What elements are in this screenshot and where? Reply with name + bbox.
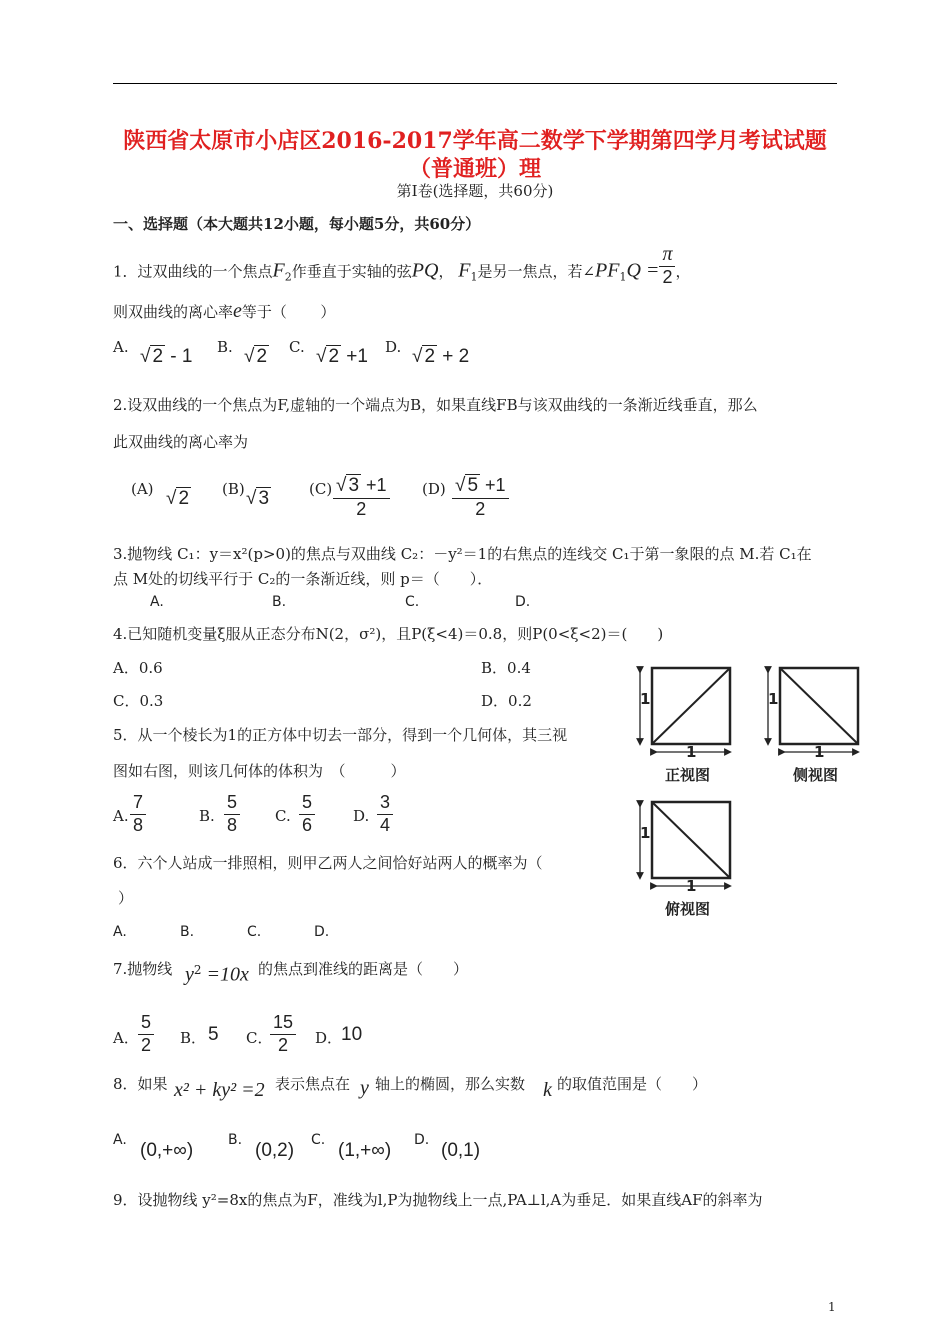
question-8-option-b: B. xyxy=(228,1132,243,1148)
question-2-option-a: (A) xyxy=(131,480,154,498)
side-view-caption: 侧视图 xyxy=(793,766,839,784)
question-1-option-a-value: √ 2 - 1 xyxy=(140,346,193,367)
question-1-option-c-value: √ 2 +1 xyxy=(316,346,368,367)
question-2-option-b: (B) xyxy=(222,480,245,498)
question-8-prefix: 8．如果 xyxy=(113,1075,168,1093)
question-6-option-c: C. xyxy=(247,924,262,940)
question-8-text2: 轴上的椭圆，那么实数 xyxy=(375,1075,526,1093)
question-7-option-b-value: 5 xyxy=(208,1024,219,1045)
question-5-option-b: B. xyxy=(199,807,215,825)
question-2-line1: 2.设双曲线的一个焦点为F,虚轴的一个端点为B，如果直线FB与该双曲线的一条渐近线垂直，那么 xyxy=(113,396,758,414)
question-8-option-c: C. xyxy=(311,1132,326,1148)
three-view-figure xyxy=(628,660,868,922)
question-1-option-b-value: √ 2 xyxy=(244,346,268,367)
question-8-option-d: D. xyxy=(414,1132,430,1148)
question-8-equation: x² + ky² =2 xyxy=(174,1079,265,1101)
question-8-k: k xyxy=(543,1079,552,1101)
question-1-option-a: A. xyxy=(113,338,129,356)
question-2-option-c-value: $\frac{√ 3 +1}{2}$ xyxy=(333,474,390,520)
question-7-option-a-value: $\frac{5}{2}$ xyxy=(138,1012,154,1056)
question-5-line1: 5．从一个棱长为1的正方体中切去一部分，得到一个几何体，其三视 xyxy=(113,726,568,744)
question-8-text1: 表示焦点在 xyxy=(275,1075,351,1093)
question-4-option-b: B．0.4 xyxy=(481,659,531,677)
question-5-option-a: A. xyxy=(113,807,129,825)
front-view-width-label: 1 xyxy=(686,743,697,761)
front-view-caption: 正视图 xyxy=(665,766,711,784)
question-3-option-a: A. xyxy=(150,594,164,610)
question-2-option-b-value: √ 3 xyxy=(246,488,270,509)
question-5-line2: 图如右图，则该几何体的体积为 （ ） xyxy=(113,762,406,780)
side-view-diagram xyxy=(768,668,858,752)
question-4-option-c: C．0.3 xyxy=(113,692,164,710)
question-7-option-d-value: 10 xyxy=(341,1024,363,1045)
question-2-option-c: (C) xyxy=(309,480,333,498)
question-2-option-d: (D) xyxy=(422,480,446,498)
top-view-height-label: 1 xyxy=(640,824,651,842)
question-1-option-c: C. xyxy=(289,338,305,356)
question-2-option-d-value: $\frac{√ 5 +1}{2}$ xyxy=(452,474,509,520)
question-3-option-d: D. xyxy=(515,594,531,610)
question-1-option-d: D. xyxy=(385,338,402,356)
top-view-width-label: 1 xyxy=(686,877,697,895)
question-8-text3: 的取值范围是（ ） xyxy=(557,1075,708,1093)
question-8-option-a-value: (0,+∞) xyxy=(140,1140,194,1161)
question-9-line1: 9．设抛物线 y²=8x的焦点为F，准线为l,P为抛物线上一点,PA⊥l,A为垂足．如果直线AF的斜率为 xyxy=(113,1191,763,1209)
question-5-option-d-value: $\frac{3}{4}$ xyxy=(377,792,393,836)
section-subtitle: 第Ⅰ卷(选择题，共60分) xyxy=(396,182,554,200)
top-view-diagram xyxy=(640,802,730,886)
question-3-option-c: C. xyxy=(405,594,420,610)
question-8-y: y xyxy=(360,1077,369,1099)
question-6-line2: ） xyxy=(118,889,134,907)
question-8-option-d-value: (0,1) xyxy=(441,1140,481,1161)
page-number: 1 xyxy=(828,1300,836,1314)
question-7-text: 的焦点到准线的距离是（ ） xyxy=(258,960,469,978)
header-rule xyxy=(113,83,837,84)
question-5-option-c-value: $\frac{5}{6}$ xyxy=(299,792,315,836)
side-view-height-label: 1 xyxy=(768,690,779,708)
question-7-option-c-value: $\frac{15}{2}$ xyxy=(270,1012,296,1056)
question-4-line1: 4.已知随机变量ξ服从正态分布N(2，σ²)，且P(ξ<4)＝0.8，则P(0<ξ<2)＝( ) xyxy=(113,625,664,643)
question-4-option-a: A．0.6 xyxy=(113,659,163,677)
question-2-line2: 此双曲线的离心率为 xyxy=(113,433,249,451)
section-heading: 一、选择题（本大题共12小题，每小题5分，共60分） xyxy=(113,215,481,233)
page-title-line2: （普通班）理 xyxy=(408,156,541,182)
question-1-line2: 则双曲线的离心率e等于（ ） xyxy=(113,300,336,322)
question-7-option-b: B． xyxy=(180,1029,207,1047)
question-3-line2: 点 M处的切线平行于 C₂的一条渐近线，则 p＝（ ）． xyxy=(113,570,493,588)
question-8-option-c-value: (1,+∞) xyxy=(338,1140,392,1161)
question-6-option-a: A. xyxy=(113,924,127,940)
question-1-option-b: B. xyxy=(217,338,233,356)
question-1-option-d-value: √ 2 + 2 xyxy=(412,346,470,367)
front-view-height-label: 1 xyxy=(640,690,651,708)
question-3-option-b: B. xyxy=(272,594,287,610)
front-view-diagram xyxy=(640,668,730,752)
question-7-option-d: D． xyxy=(315,1029,343,1047)
question-6-option-b: B. xyxy=(180,924,195,940)
question-2-option-a-value: √ 2 xyxy=(166,488,190,509)
question-7-equation: $y^2 =10x$ xyxy=(185,963,249,986)
question-7-prefix: 7.抛物线 xyxy=(113,960,173,978)
top-view-caption: 俯视图 xyxy=(665,900,711,918)
question-8-option-b-value: (0,2) xyxy=(255,1140,295,1161)
question-8-option-a: A. xyxy=(113,1132,127,1148)
question-1-line1: 1．过双曲线的一个焦点$F_2$作垂直于实轴的弦PQ， $F_1$是另一焦点，若$\angle PF_1Q$ = $\frac{\pi}{2}$ ， xyxy=(113,243,691,287)
page-title: 陕西省太原市小店区2016-2017学年高二数学下学期第四学月考试试题 xyxy=(123,128,827,154)
question-7-option-c: C． xyxy=(246,1029,273,1047)
question-6-line1: 6．六个人站成一排照相，则甲乙两人之间恰好站两人的概率为（ xyxy=(113,854,543,872)
question-5-option-d: D. xyxy=(353,807,370,825)
question-5-option-a-value: $\frac{7}{8}$ xyxy=(130,792,146,836)
side-view-width-label: 1 xyxy=(814,743,825,761)
question-5-option-b-value: $\frac{5}{8}$ xyxy=(224,792,240,836)
question-3-line1: 3.抛物线 C₁：y＝x²(p>0)的焦点与双曲线 C₂：－y²＝1的右焦点的连线交 C₁于第一象限的点 M.若 C₁在 xyxy=(113,545,812,563)
question-6-option-d: D. xyxy=(314,924,330,940)
question-4-option-d: D．0.2 xyxy=(481,692,532,710)
question-5-option-c: C. xyxy=(275,807,291,825)
question-7-option-a: A． xyxy=(113,1029,139,1047)
